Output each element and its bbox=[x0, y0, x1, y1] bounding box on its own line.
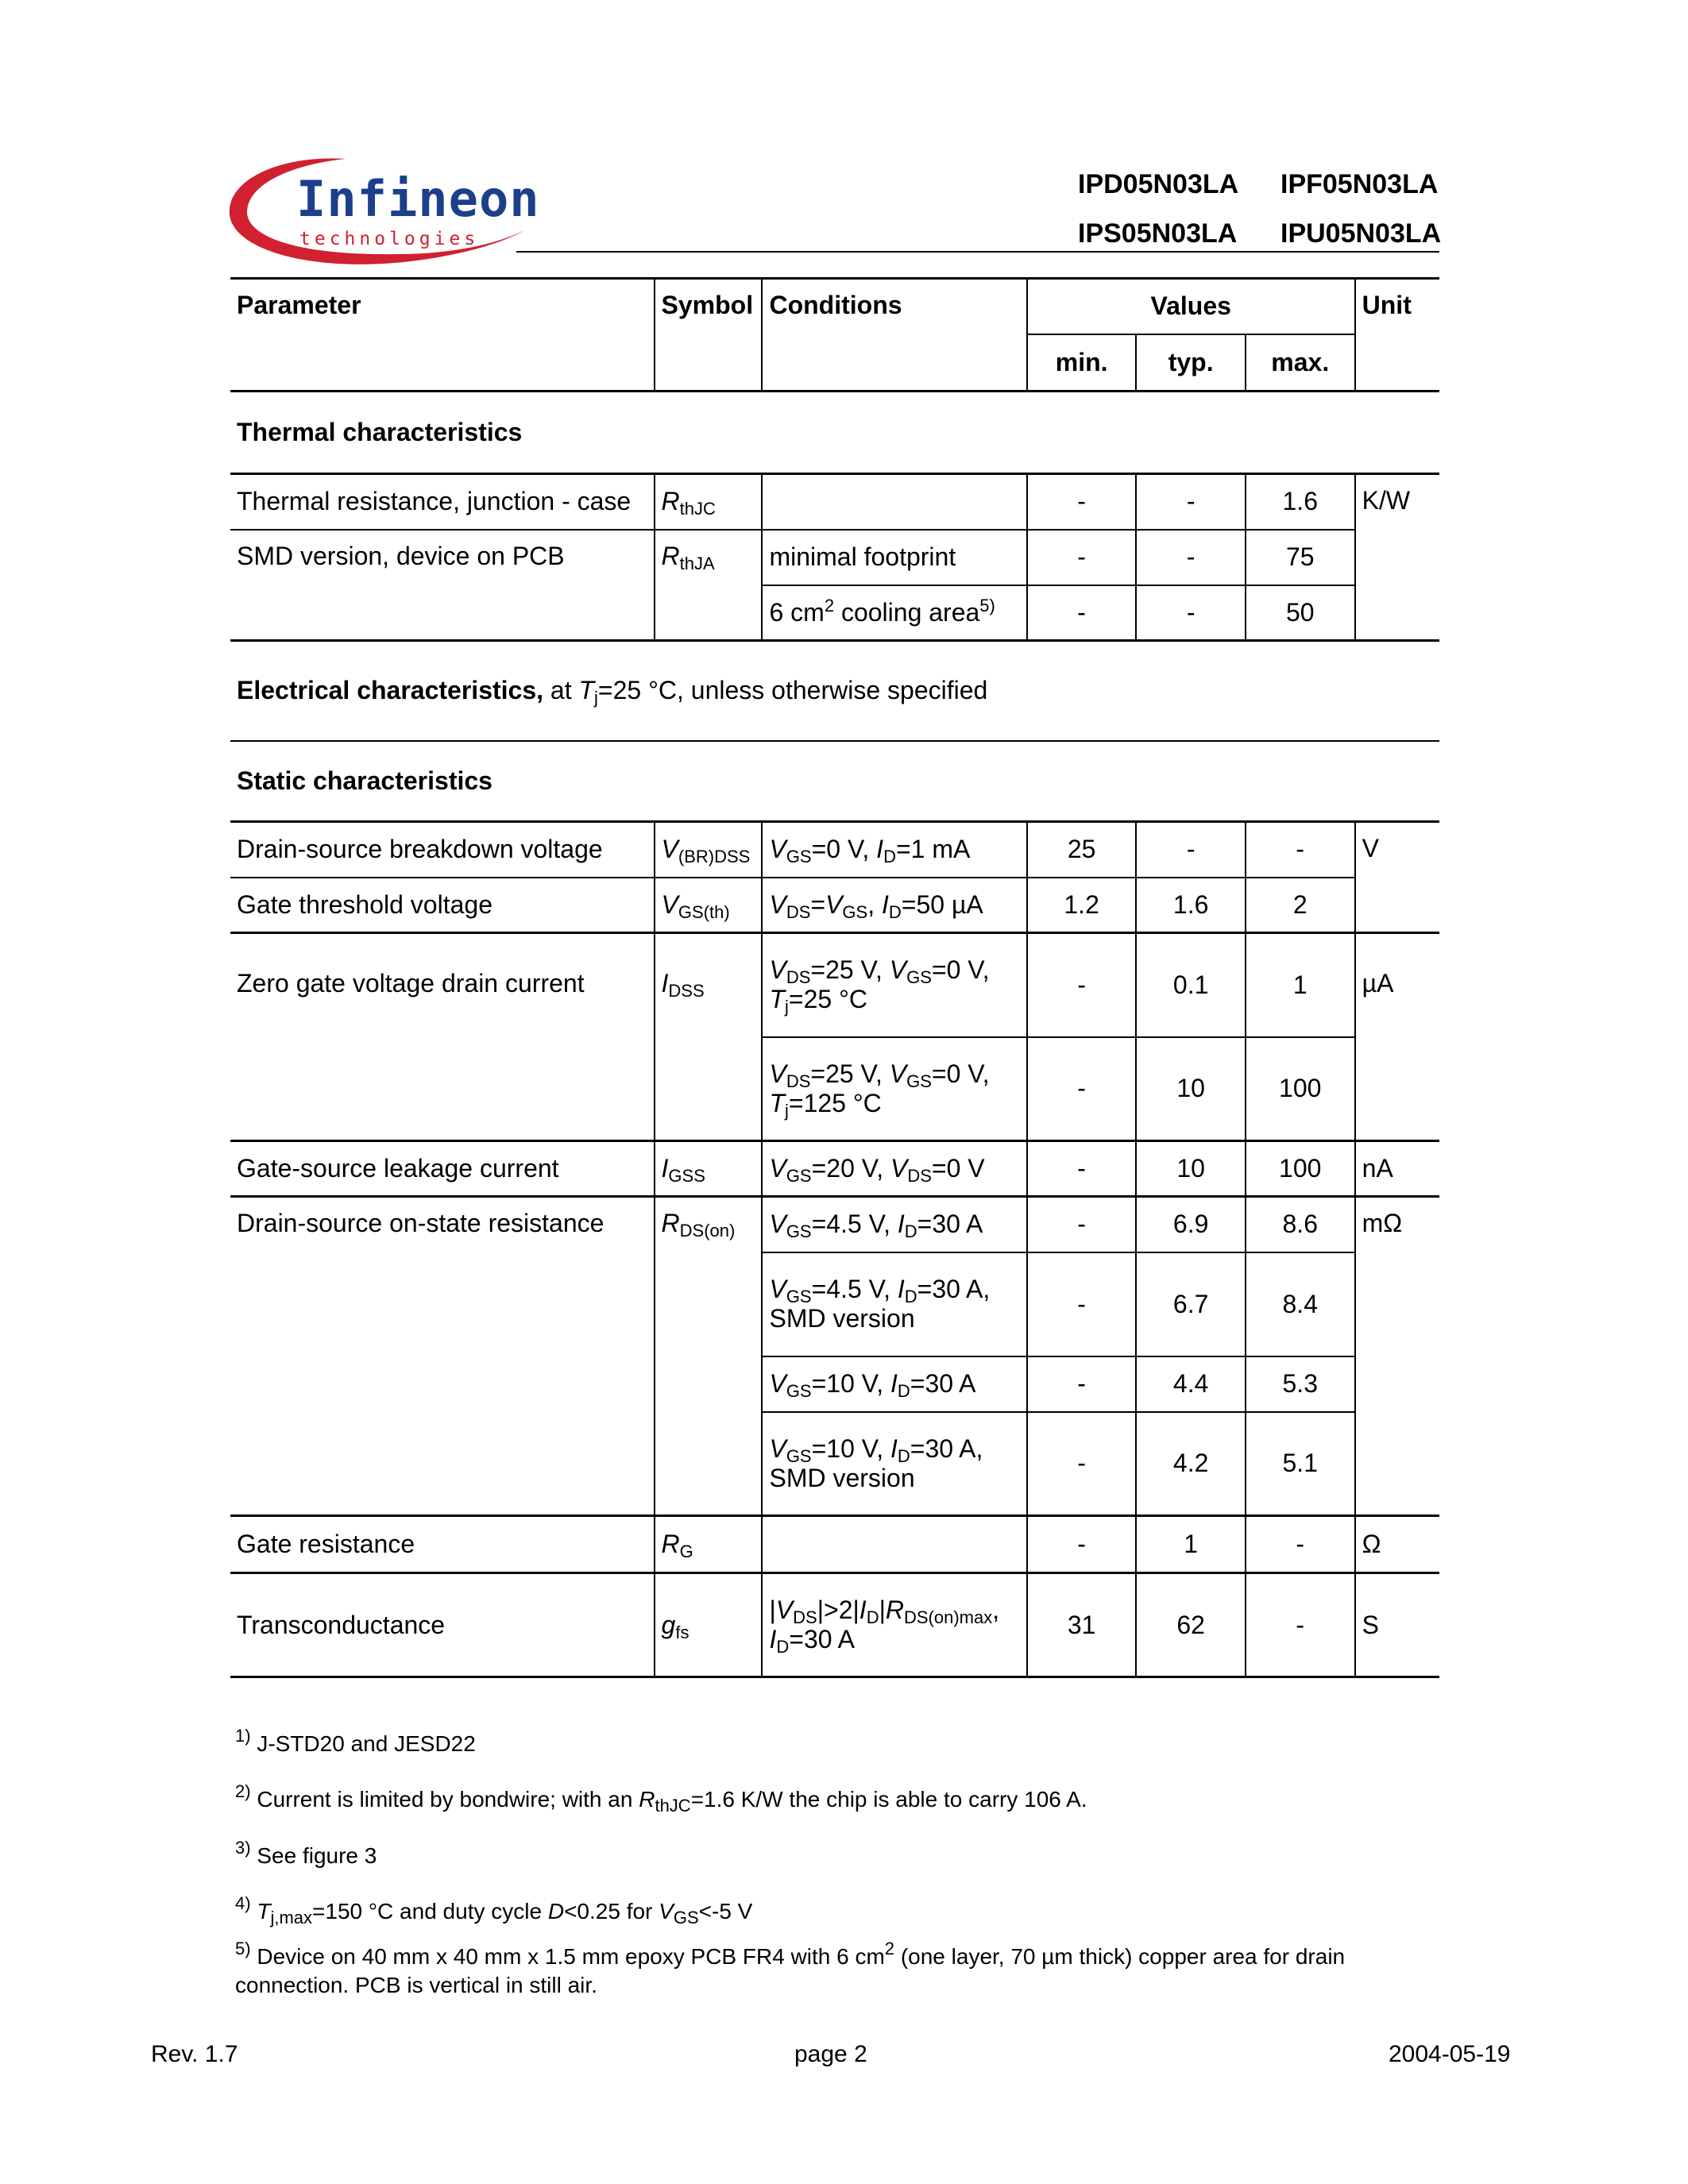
param-symbol: $R_{thJC}$ bbox=[655, 474, 763, 530]
value-min: - bbox=[1027, 474, 1137, 530]
unit: nA bbox=[1355, 1141, 1439, 1197]
param-symbol: $V_{GS(th)}$ bbox=[655, 878, 763, 933]
value-max: 1 bbox=[1246, 933, 1355, 1037]
value-min: 31 bbox=[1027, 1573, 1137, 1677]
company-logo bbox=[226, 151, 540, 278]
value-typ: 4.4 bbox=[1136, 1356, 1245, 1412]
value-max: - bbox=[1246, 1573, 1355, 1677]
logo-subtitle: technologies bbox=[299, 229, 480, 249]
param-symbol: $R_G$ bbox=[655, 1516, 763, 1573]
param-name: Drain-source breakdown voltage bbox=[230, 822, 655, 878]
param-name: Gate threshold voltage bbox=[230, 878, 655, 933]
header-max: max. bbox=[1246, 334, 1355, 392]
param-name: Zero gate voltage drain current bbox=[230, 933, 655, 1141]
value-max: 2 bbox=[1246, 878, 1355, 933]
part-number-3: IPS05N03LA bbox=[1078, 218, 1238, 249]
param-symbol: $V_{(BR)DSS}$ bbox=[655, 822, 763, 878]
value-min: - bbox=[1027, 1356, 1137, 1412]
unit: V bbox=[1355, 822, 1439, 933]
value-min: - bbox=[1027, 1516, 1137, 1573]
value-max: 8.6 bbox=[1246, 1197, 1355, 1252]
table-row bbox=[230, 1573, 1439, 1677]
param-symbol: $g_{fs}$ bbox=[655, 1573, 763, 1677]
value-typ: 1.6 bbox=[1136, 878, 1245, 933]
value-min: - bbox=[1027, 1412, 1137, 1516]
param-name: Drain-source on-state resistance bbox=[230, 1197, 655, 1516]
footer-page: page 2 bbox=[794, 2041, 867, 2067]
value-min: 1.2 bbox=[1027, 878, 1137, 933]
value-min: 25 bbox=[1027, 822, 1137, 878]
table-row bbox=[230, 1141, 1439, 1197]
value-max: 5.1 bbox=[1246, 1412, 1355, 1516]
value-max: 100 bbox=[1246, 1037, 1355, 1141]
table-row bbox=[230, 822, 1439, 878]
value-typ: - bbox=[1136, 822, 1245, 878]
value-max: 5.3 bbox=[1246, 1356, 1355, 1412]
param-conditions: $V_{GS}=20$ V, $V_{DS}=0$ V bbox=[762, 1141, 1026, 1197]
footer-revision: Rev. 1.7 bbox=[151, 2041, 238, 2067]
part-number-2: IPF05N03LA bbox=[1280, 169, 1439, 199]
header-values: Values bbox=[1027, 279, 1355, 334]
table-row bbox=[230, 878, 1439, 933]
param-conditions: $V_{GS}=10$ V, $I_D=30$ A, SMD version bbox=[762, 1412, 1026, 1516]
logo-wordmark: Infineon bbox=[296, 170, 540, 228]
param-name: Transconductance bbox=[230, 1573, 655, 1677]
param-conditions: $V_{GS}=4.5$ V, $I_D=30$ A bbox=[762, 1197, 1026, 1252]
specification-table bbox=[230, 277, 1439, 1678]
unit: µA bbox=[1355, 933, 1439, 1141]
value-typ: 0.1 bbox=[1136, 933, 1245, 1037]
value-typ: 6.9 bbox=[1136, 1197, 1245, 1252]
param-symbol: $R_{thJA}$ bbox=[655, 530, 763, 641]
value-min: - bbox=[1027, 1252, 1137, 1356]
param-conditions: $V_{GS}=10$ V, $I_D=30$ A bbox=[762, 1356, 1026, 1412]
value-typ: - bbox=[1136, 474, 1245, 530]
header-parameter: Parameter bbox=[230, 279, 655, 392]
value-max: 100 bbox=[1246, 1141, 1355, 1197]
value-max: 8.4 bbox=[1246, 1252, 1355, 1356]
header-symbol: Symbol bbox=[655, 279, 763, 392]
value-typ: - bbox=[1136, 530, 1245, 585]
value-typ: 62 bbox=[1136, 1573, 1245, 1677]
value-min: - bbox=[1027, 1037, 1137, 1141]
value-typ: 1 bbox=[1136, 1516, 1245, 1573]
value-min: - bbox=[1027, 530, 1137, 585]
param-conditions: $V_{GS}=0$ V, $I_D=1$ mA bbox=[762, 822, 1026, 878]
value-min: - bbox=[1027, 1197, 1137, 1252]
section-title: Thermal characteristics bbox=[230, 392, 1439, 474]
section-title: Static characteristics bbox=[230, 741, 1439, 822]
footer-date: 2004-05-19 bbox=[1389, 2041, 1511, 2067]
value-max: 1.6 bbox=[1246, 474, 1355, 530]
table-row bbox=[230, 1197, 1439, 1252]
header-conditions: Conditions bbox=[762, 279, 1026, 392]
param-conditions: $V_{DS}=25$ V, $V_{GS}=0$ V, $T_j=25$ °C bbox=[762, 933, 1026, 1037]
value-max: 75 bbox=[1246, 530, 1355, 585]
param-conditions: minimal footprint bbox=[762, 530, 1026, 585]
unit: Ω bbox=[1355, 1516, 1439, 1573]
unit: S bbox=[1355, 1573, 1439, 1677]
section-title: Electrical characteristics, at $T_j=25$ °C, unless otherwise specified bbox=[230, 641, 1439, 741]
value-min: - bbox=[1027, 1141, 1137, 1197]
section-electrical bbox=[230, 641, 1439, 741]
header-min: min. bbox=[1027, 334, 1137, 392]
param-conditions: $V_{DS}=25$ V, $V_{GS}=0$ V, $T_j=125$ °C bbox=[762, 1037, 1026, 1141]
value-typ: 4.2 bbox=[1136, 1412, 1245, 1516]
footnote-5: $^{5)}$ Device on 40 mm x 40 mm x 1.5 mm epoxy PCB FR4 with 6 $cm^2$ (one layer, 70 µm thick) copper area for drain connection. PCB is vertical in still air. bbox=[235, 1939, 1346, 1997]
value-typ: - bbox=[1136, 585, 1245, 641]
value-min: - bbox=[1027, 933, 1137, 1037]
section-static bbox=[230, 741, 1439, 822]
param-conditions bbox=[762, 1516, 1026, 1573]
value-typ: 6.7 bbox=[1136, 1252, 1245, 1356]
footnote-4: $^{4)}$ $T_{j,max}=150$ °C and duty cycle D<0.25 for $V_{GS}<-5$ V bbox=[235, 1893, 753, 1927]
header-rule bbox=[516, 251, 1439, 253]
value-max: - bbox=[1246, 1516, 1355, 1573]
header-unit: Unit bbox=[1355, 279, 1439, 392]
part-number-4: IPU05N03LA bbox=[1280, 218, 1442, 249]
param-conditions: $V_{DS}=V_{GS}$, $I_D=50$ µA bbox=[762, 878, 1026, 933]
param-conditions: $V_{GS}=4.5$ V, $I_D=30$ A, SMD version bbox=[762, 1252, 1026, 1356]
unit: K/W bbox=[1355, 474, 1439, 641]
param-symbol: $R_{DS(on)}$ bbox=[655, 1197, 763, 1516]
table-row bbox=[230, 1516, 1439, 1573]
param-name: SMD version, device on PCB bbox=[230, 530, 655, 641]
header-typ: typ. bbox=[1136, 334, 1245, 392]
value-max: 50 bbox=[1246, 585, 1355, 641]
param-conditions: $|V_{DS}|>2|I_D|R_{DS(on)max}$, $I_D=30$ A bbox=[762, 1573, 1026, 1677]
footnote-1: $^{1)}$ J-STD20 and JESD22 bbox=[235, 1726, 476, 1756]
value-typ: 10 bbox=[1136, 1037, 1245, 1141]
footnote-2: $^{2)}$ Current is limited by bondwire; with an $R_{thJC}=1.6$ K/W the chip is able to carry 106 A. bbox=[235, 1781, 1087, 1815]
param-symbol: $I_{GSS}$ bbox=[655, 1141, 763, 1197]
param-name: Thermal resistance, junction - case bbox=[230, 474, 655, 530]
table-row bbox=[230, 933, 1439, 1037]
table-row bbox=[230, 474, 1439, 530]
section-thermal bbox=[230, 392, 1439, 474]
param-name: Gate resistance bbox=[230, 1516, 655, 1573]
table-header-row bbox=[230, 279, 1439, 334]
param-symbol: $I_{DSS}$ bbox=[655, 933, 763, 1141]
value-max: - bbox=[1246, 822, 1355, 878]
param-name: Gate-source leakage current bbox=[230, 1141, 655, 1197]
footnote-3: $^{3)}$ See figure 3 bbox=[235, 1838, 377, 1868]
param-conditions: 6 $cm^2$ cooling area$^{5)}$ bbox=[762, 585, 1026, 641]
value-typ: 10 bbox=[1136, 1141, 1245, 1197]
part-number-1: IPD05N03LA bbox=[1078, 169, 1239, 199]
param-conditions bbox=[762, 474, 1026, 530]
value-min: - bbox=[1027, 585, 1137, 641]
unit: mΩ bbox=[1355, 1197, 1439, 1516]
table-row bbox=[230, 530, 1439, 585]
